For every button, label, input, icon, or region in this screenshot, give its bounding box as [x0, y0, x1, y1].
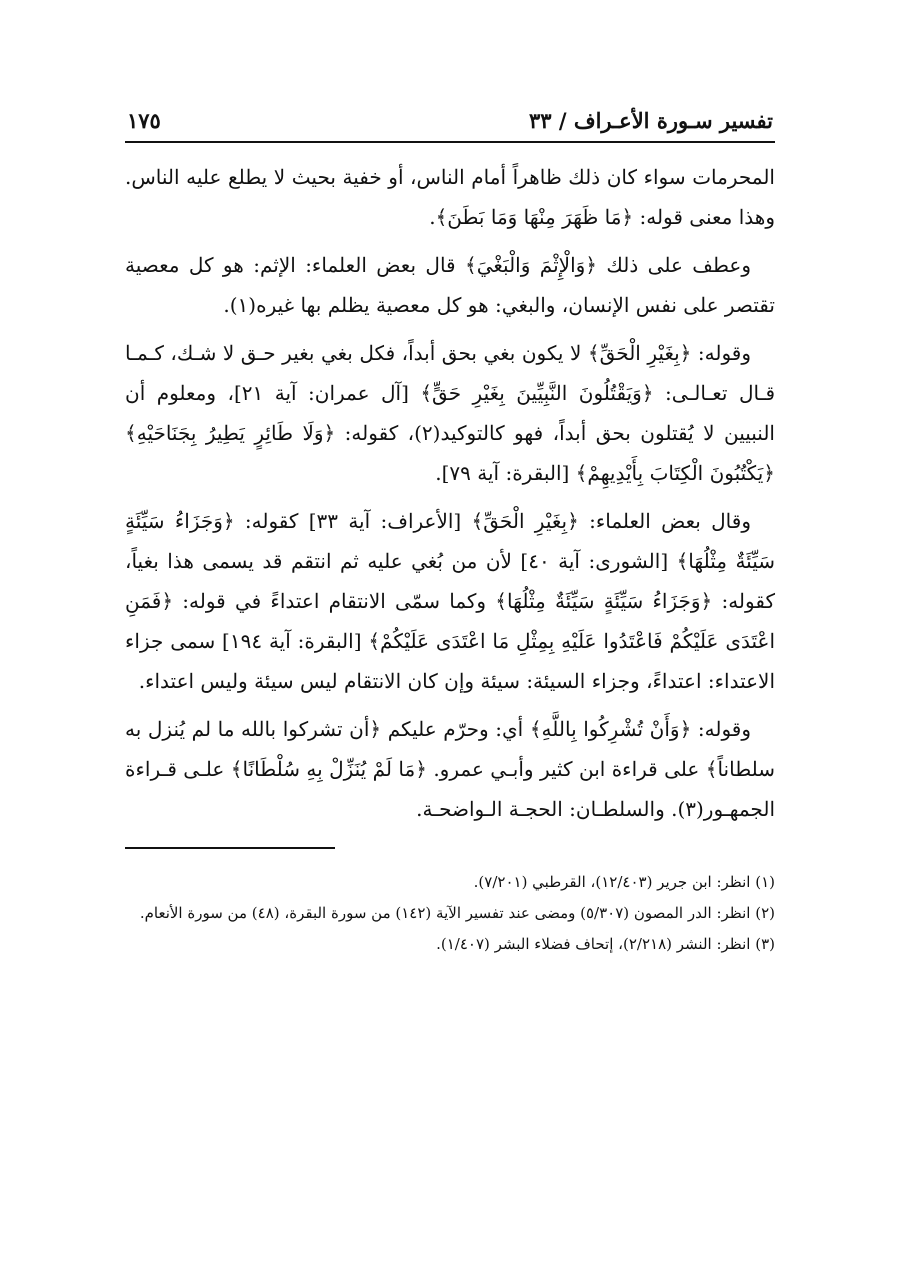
footnote-separator — [125, 847, 335, 849]
paragraph-2: وعطف على ذلك ﴿وَالْإِثْمَ وَالْبَغْيَ﴾ قال بعض العلماء: الإثم: هو كل معصية تقتصر على نفس الإنسان، والبغي: هو كل معصية يظلم بها غيره(١). — [125, 253, 775, 317]
footnote-2: (٢) انظر: الدر المصون (٥/٣٠٧) ومضى عند تفسير الآية (١٤٢) من سورة البقرة، (٤٨) من سورة الأنعام. — [139, 904, 775, 922]
footnote-1: (١) انظر: ابن جرير (١٢/٤٠٣)، القرطبي (٧/٢٠١). — [473, 873, 775, 891]
running-header — [125, 108, 775, 143]
book-page — [125, 108, 775, 960]
paragraph-4: وقال بعض العلماء: ﴿بِغَيْرِ الْحَقِّ﴾ [الأعراف: آية ٣٣] كقوله: ﴿وَجَزَاءُ سَيِّئَةٍ سَيِّئَةٌ مِثْلُهَا﴾ [الشورى: آية ٤٠] لأن من بُغي عليه ثم انتقم قد يسمى هذا بغياً، كقوله: ﴿وَجَزَاءُ سَيِّئَةٍ سَيِّئَةٌ مِثْلُهَا﴾ وكما سمّى الانتقام اعتداءً في قوله: ﴿فَمَنِ اعْتَدَى عَلَيْكُمْ فَاعْتَدُوا عَلَيْهِ بِمِثْلِ مَا اعْتَدَى عَلَيْكُمْ﴾ [البقرة: آية ١٩٤] سمى جزاء الاعتداء: اعتداءً، وجزاء السيئة: سيئة وإن كان الانتقام ليس سيئة وليس اعتداء. — [125, 509, 776, 693]
paragraph-1: المحرمات سواء كان ذلك ظاهراً أمام الناس، أو خفية بحيث لا يطلع عليه الناس. وهذا معنى قوله: ﴿مَا ظَهَرَ مِنْهَا وَمَا بَطَنَ﴾. — [125, 165, 775, 229]
page-number: ١٧٥ — [127, 108, 161, 133]
running-header-title: تفسير سـورة الأعـراف / ٣٣ — [528, 108, 773, 133]
footnotes — [125, 867, 775, 960]
paragraph-5: وقوله: ﴿وَأَنْ تُشْرِكُوا بِاللَّهِ﴾ أي: وحرّم عليكم ﴿أن تشركوا بالله ما لم يُنزل به سلطاناً﴾ على قراءة ابن كثير وأبـي عمرو. ﴿مَا لَمْ يُنَزِّلْ بِهِ سُلْطَانًا﴾ علـى قـراءة الجمهـور(٣). والسلطـان: الحجـة الـواضحـة. — [125, 717, 775, 821]
main-text — [125, 157, 775, 829]
footnote-3: (٣) انظر: النشر (٢/٢١٨)، إتحاف فضلاء البشر (١/٤٠٧). — [436, 935, 775, 953]
paragraph-3: وقوله: ﴿بِغَيْرِ الْحَقِّ﴾ لا يكون بغي بحق أبداً، فكل بغي بغير حـق لا شـك، كـمـا قـال تعـالـى: ﴿وَيَقْتُلُونَ النَّبِيِّينَ بِغَيْرِ حَقٍّ﴾ [آل عمران: آية ٢١]، ومعلوم أن النبيين لا يُقتلون بحق أبداً، فهو كالتوكيد(٢)، كقوله: ﴿وَلَا طَائِرٍ يَطِيرُ بِجَنَاحَيْهِ﴾ ﴿يَكْتُبُونَ الْكِتَابَ بِأَيْدِيهِمْ﴾ [البقرة: آية ٧٩]. — [125, 341, 776, 485]
